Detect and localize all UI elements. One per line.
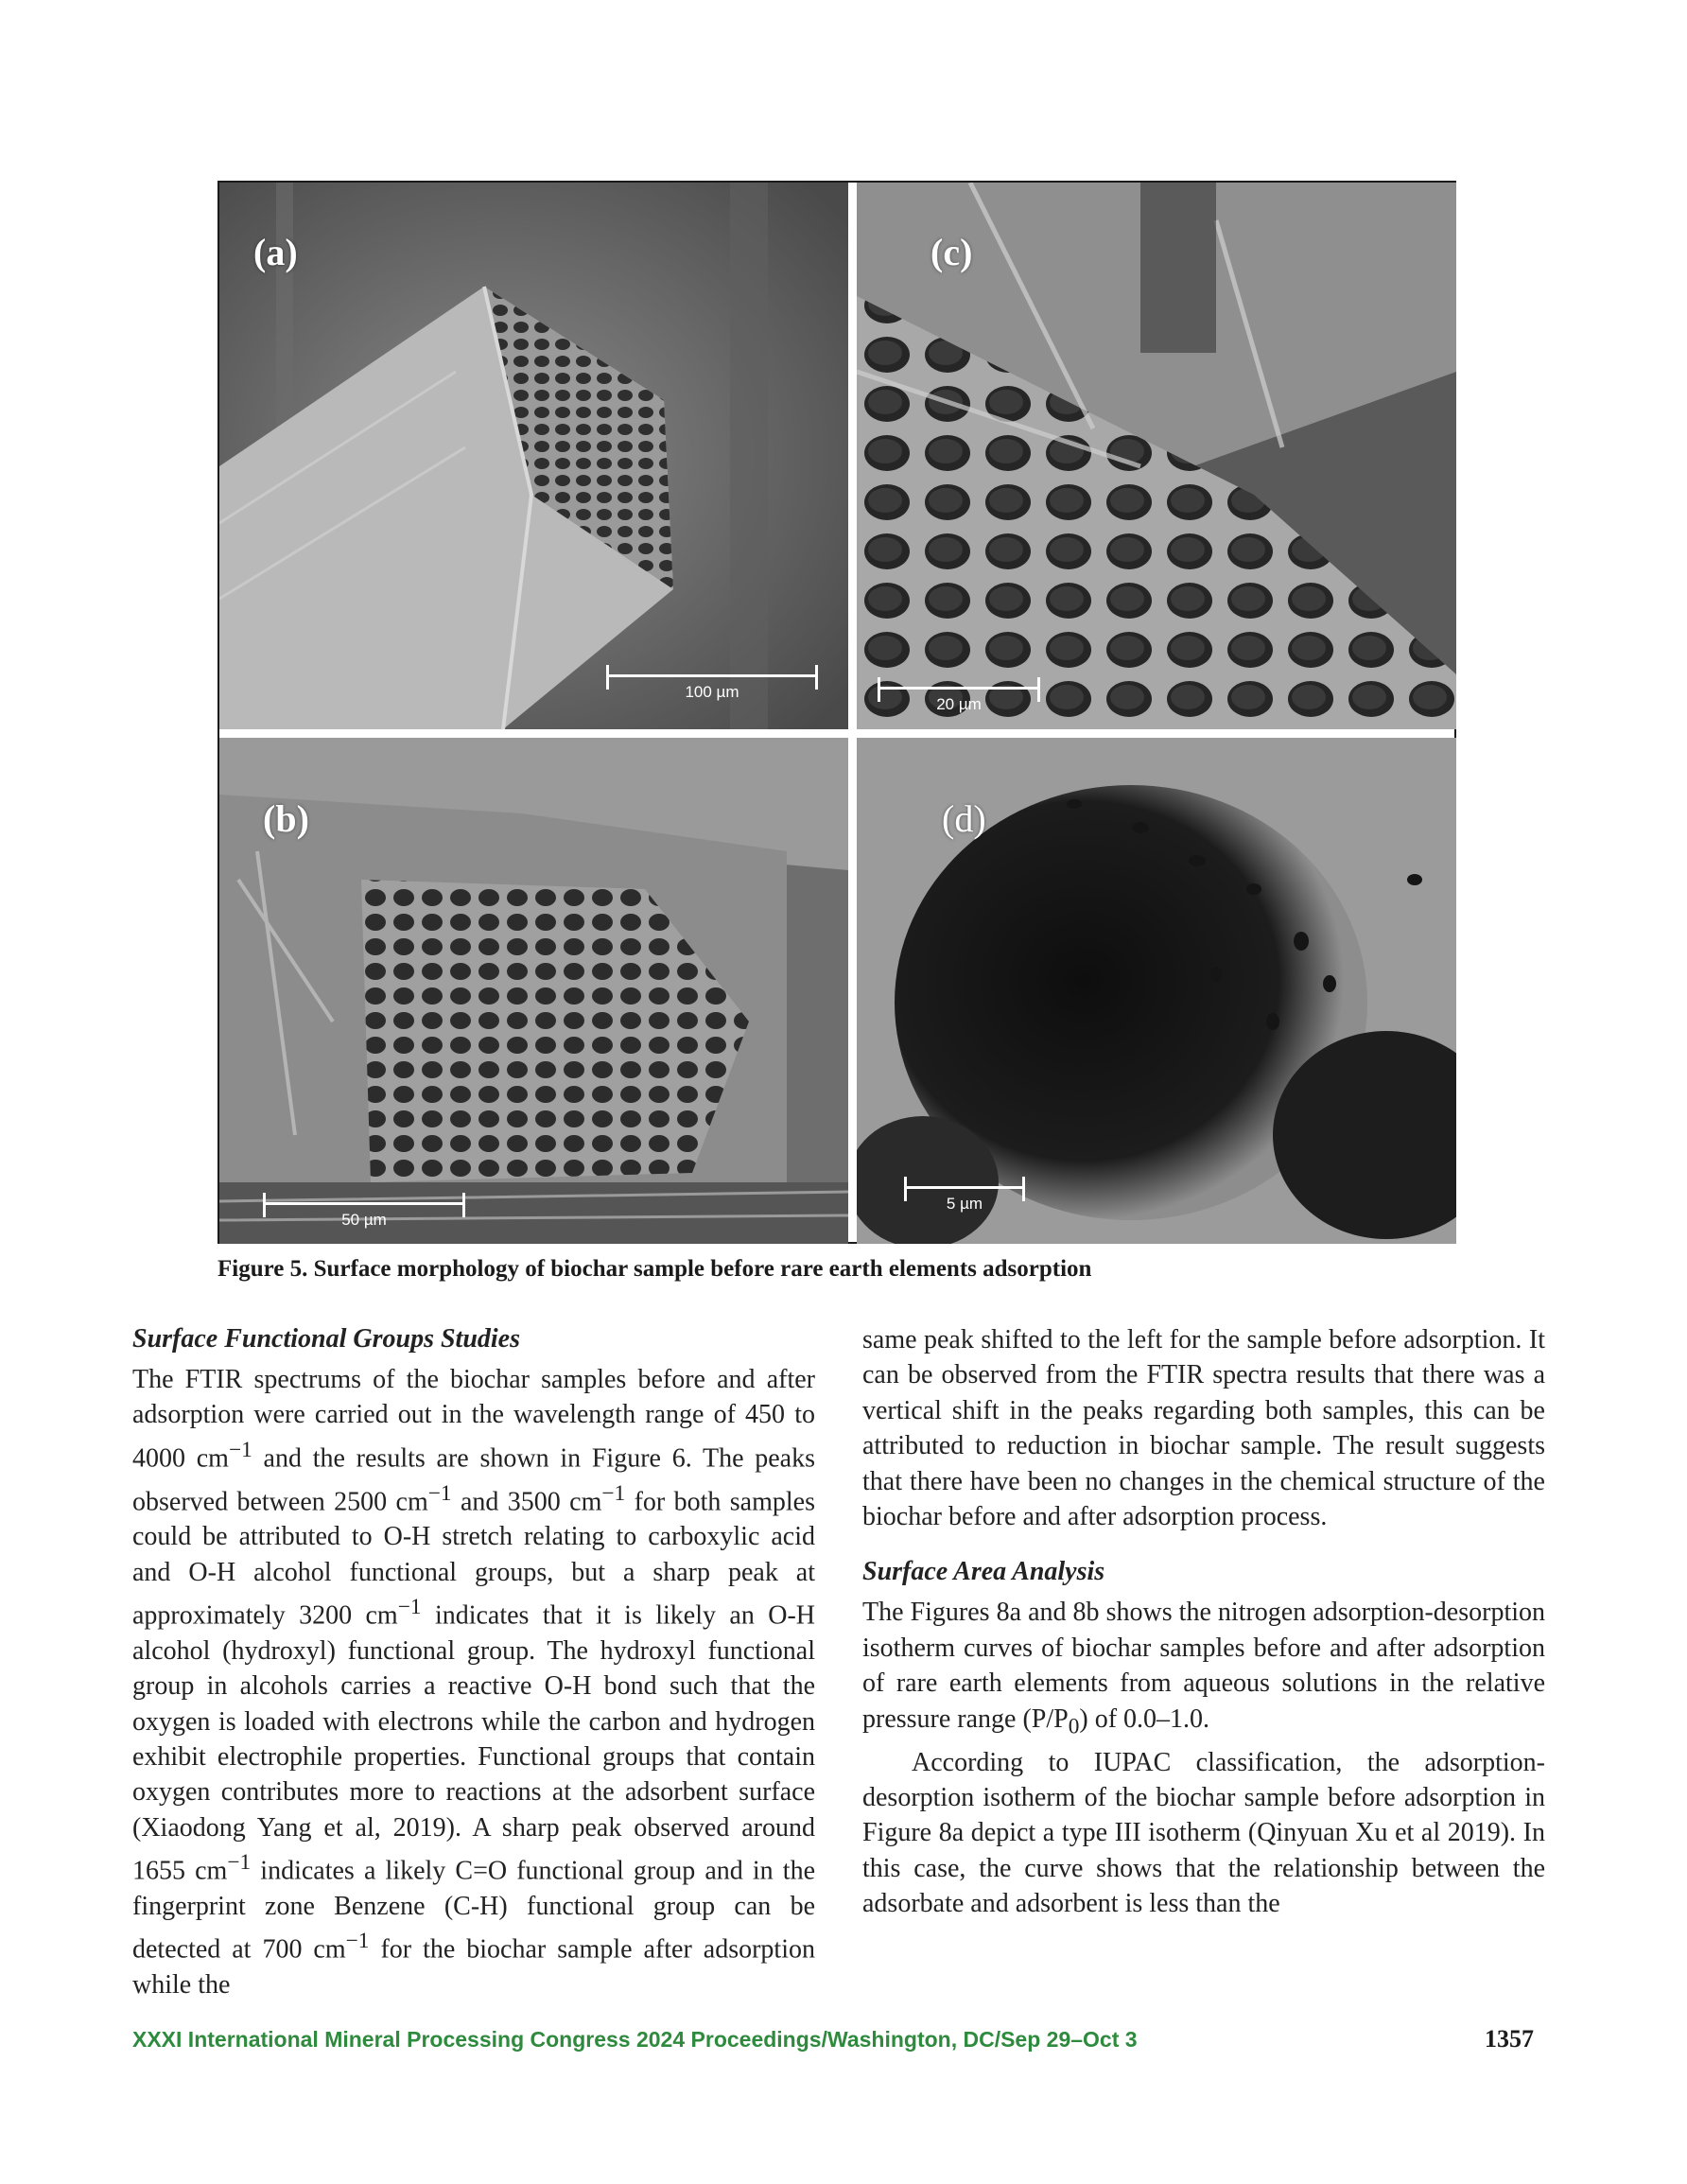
panel-d-label: (d) <box>942 797 986 840</box>
superscript: −1 <box>601 1480 626 1506</box>
paragraph-isotherm <box>862 1595 1545 1744</box>
superscript: −1 <box>397 1595 422 1620</box>
panel-b-scale-text: 50 µm <box>341 1211 387 1229</box>
page-number: 1357 <box>1485 2025 1534 2053</box>
paragraph-ftir <box>132 1362 815 2003</box>
figure-caption: Figure 5. Surface morphology of biochar sample before rare earth elements adsorption <box>217 1256 1092 1282</box>
superscript: −1 <box>227 1850 252 1876</box>
panel-d-scale-text: 5 µm <box>946 1195 983 1213</box>
superscript: −1 <box>228 1437 252 1462</box>
right-column <box>862 1322 1545 1922</box>
panel-c-scale-text: 20 µm <box>936 695 982 713</box>
panel-c-label: (c) <box>930 231 973 273</box>
subscript: 0 <box>1068 1714 1080 1739</box>
superscript: −1 <box>345 1929 370 1954</box>
panel-b-label: (b) <box>263 797 309 840</box>
paragraph-ftir-continued: same peak shifted to the left for the sample before adsorption. It can be observed from the FTIR spectra results that there was a vertical shift in the peaks regarding both samples, this can be attributed to reduction in biochar sample. The result suggests that there have been no changes in the chemical structure of the biochar before and after adsorption process. <box>862 1325 1545 1532</box>
footer-conference: XXXI International Mineral Processing Congress 2024 Proceedings/Washington, DC/Sep 29–Oct 3 <box>132 2027 1138 2052</box>
superscript: −1 <box>427 1480 452 1506</box>
left-column <box>132 1322 815 2003</box>
text-run: indicates that it is likely an O-H alcohol (hydroxyl) functional group. The hydroxyl functional group in alcohols carries a reactive O-H bond such that the oxygen is loaded with electrons while the carbon and hydrogen exhibit electrophile properties. Functional groups that contain oxygen contributes more to reactions at the adsorbent surface (Xiaodong Yang et al, 2019). A sharp peak observed around 1655 cm <box>132 1600 815 1886</box>
text-run: The Figures 8a and 8b shows the nitrogen adsorption-desorption isotherm curves of biochar samples before and after adsorption of rare earth elements from aqueous solutions in the relative pressure range (P/P <box>862 1598 1545 1734</box>
panel-a-image <box>219 183 848 729</box>
section-heading-functional-groups: Surface Functional Groups Studies <box>132 1324 520 1354</box>
text-run: and 3500 cm <box>451 1486 602 1516</box>
text-run: ) of 0.0–1.0. <box>1079 1704 1210 1734</box>
section-heading-surface-area: Surface Area Analysis <box>862 1557 1105 1587</box>
text-run: and the results are shown in Figure 6. The peaks observed between 2500 cm <box>132 1443 815 1516</box>
panel-a-scale-text: 100 µm <box>685 683 739 701</box>
text-run: for the biochar sample after adsorption while the <box>132 1934 815 2001</box>
text-run: The FTIR spectrums of the biochar samples before and after adsorption were carried out in the wavelength range of 450 to 4000 cm <box>132 1365 815 1474</box>
panel-d-image <box>857 738 1456 1244</box>
paragraph-iupac: According to IUPAC classification, the adsorption-desorption isotherm of the biochar sample before adsorption in Figure 8a depict a type III isotherm (Qinyuan Xu et al 2019). In this case, the curve shows that the relationship between the adsorbate and adsorbent is less than the <box>862 1747 1545 1919</box>
panel-b-scale-bar <box>265 1202 463 1228</box>
panel-c-image <box>857 183 1456 729</box>
panel-c-scale-bar <box>879 687 1038 712</box>
panel-b-image <box>219 738 848 1244</box>
panel-a-scale-bar <box>608 674 816 700</box>
sem-figure <box>217 181 1456 1244</box>
panel-a-label: (a) <box>253 231 298 273</box>
panel-d-scale-bar <box>906 1186 1023 1212</box>
text-run: for both samples could be attributed to O-H stretch relating to carboxylic acid and O-H alcohol functional groups, but a sharp peak at approximately 3200 cm <box>132 1486 815 1631</box>
text-run: indicates a likely C=O functional group and in the fingerprint zone Benzene (C-H) functional group can be detected at 700 cm <box>132 1856 815 1965</box>
